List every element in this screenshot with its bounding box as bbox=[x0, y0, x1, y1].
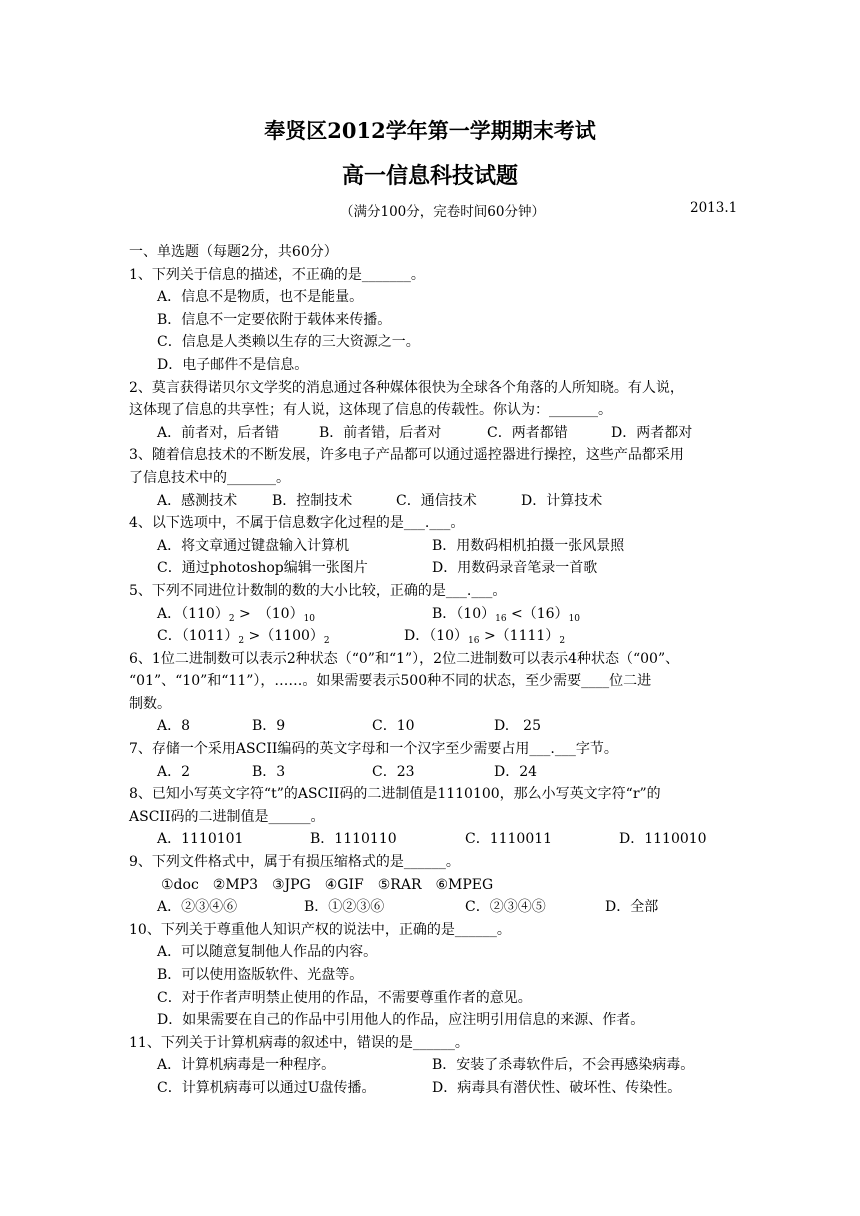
q2-option-b: B．前者错，后者对 bbox=[319, 424, 442, 441]
q2-option-c: C．两者都错 bbox=[487, 424, 568, 441]
q7-option-a: A．2 bbox=[157, 763, 191, 780]
q8-option-b: B．1110110 bbox=[310, 831, 397, 848]
q2-options bbox=[129, 422, 734, 445]
q11-option-a: A．计算机病毒是一种程序。 bbox=[157, 1057, 336, 1074]
q10-option-d: D．如果需要在自己的作品中引用他人的作品，应注明引用信息的来源、作者。 bbox=[157, 1012, 645, 1029]
q4-option-b: B．用数码相机拍摄一张风景照 bbox=[432, 537, 625, 554]
q5-options-cd bbox=[129, 625, 734, 648]
exam-title: 奉贤区2012学年第一学期期末考试 bbox=[264, 118, 596, 143]
q8-option-a: A．1110101 bbox=[157, 831, 244, 848]
q11-option-c: C．计算机病毒可以通过U盘传播。 bbox=[157, 1079, 376, 1096]
q6-option-a: A．8 bbox=[157, 718, 191, 735]
q1-option-c: C．信息是人类赖以生存的三大资源之一。 bbox=[157, 334, 420, 351]
q8-option-d: D．1110010 bbox=[619, 831, 707, 848]
q6-option-d: D. 25 bbox=[494, 718, 541, 735]
q9-formats: ①doc ②MP3 ③JPG ④GIF ⑤RAR ⑥MPEG bbox=[161, 876, 494, 893]
q3-stem-line1: 3、随着信息技术的不断发展，许多电子产品都可以通过遥控器进行操控，这些产品都采用 bbox=[129, 447, 684, 464]
q1-stem: 1、下列关于信息的描述，不正确的是_______。 bbox=[129, 266, 425, 283]
q9-option-a: A．②③④⑥ bbox=[157, 899, 238, 916]
q2-stem-line1: 2、莫言获得诺贝尔文学奖的消息通过各种媒体很快为全球各个角落的人所知晓。有人说， bbox=[129, 379, 684, 396]
q6-stem-line1: 6、1位二进制数可以表示2种状态（“0”和“1”），2位二进制数可以表示4种状态（“00”、 bbox=[129, 650, 680, 667]
q1-option-d: D．电子邮件不是信息。 bbox=[157, 356, 309, 373]
q2-option-d: D．两者都对 bbox=[611, 424, 693, 441]
q11-options-ab bbox=[129, 1054, 734, 1077]
q9-stem: 9、下列文件格式中，属于有损压缩格式的是______。 bbox=[129, 854, 460, 871]
q11-stem: 11、下列关于计算机病毒的叙述中，错误的是______。 bbox=[129, 1034, 469, 1051]
q2-stem-line2: 这体现了信息的共享性；有人说，这体现了信息的传载性。你认为：_______。 bbox=[129, 402, 612, 419]
q3-stem-line2: 了信息技术中的_______。 bbox=[129, 469, 290, 486]
answer-blank: ____ bbox=[581, 673, 610, 690]
q7-options bbox=[129, 761, 734, 784]
q9-options bbox=[129, 896, 734, 919]
q6-stem-line2: “01”、“10”和“11”），……。如果需要表示500种不同的状态，至少需要____位二进 bbox=[129, 673, 652, 690]
answer-blank: _______ bbox=[549, 402, 598, 419]
q11-option-b: B．安装了杀毒软件后，不会再感染病毒。 bbox=[432, 1057, 695, 1074]
q10-option-b: B．可以使用盗版软件、光盘等。 bbox=[157, 967, 364, 983]
q7-option-d: D．24 bbox=[494, 763, 538, 780]
q10-option-a: A．可以随意复制他人作品的内容。 bbox=[157, 944, 378, 961]
q11-option-d: D．病毒具有潜伏性、破坏性、传染性。 bbox=[432, 1079, 682, 1096]
q5-option-c: C．$(1011)_2 >(1100)_2$ bbox=[157, 628, 330, 647]
answer-blank: ___.___ bbox=[445, 582, 493, 599]
q4-stem: 4、以下选项中，不属于信息数字化过程的是___.___。 bbox=[129, 515, 465, 532]
q5-stem: 5、下列不同进位计数制的数的大小比较，正确的是___.___。 bbox=[129, 582, 507, 599]
q9-option-d: D．全部 bbox=[605, 899, 659, 916]
exam-subtitle: 高一信息科技试题 bbox=[341, 163, 518, 189]
q3-option-c: C．通信技术 bbox=[396, 492, 477, 509]
q3-option-d: D．计算技术 bbox=[521, 492, 603, 509]
section-heading: 一、单选题（每题2分，共60分） bbox=[129, 244, 338, 260]
q11-options-cd bbox=[129, 1077, 734, 1100]
q8-stem-line2: ASCII码的二进制值是______。 bbox=[129, 808, 325, 825]
q9-option-b: B．①②③⑥ bbox=[304, 899, 385, 916]
questions bbox=[129, 241, 734, 1100]
q6-options bbox=[129, 715, 734, 738]
answer-blank: ______ bbox=[412, 1034, 455, 1051]
q6-stem-line3: 制数。 bbox=[129, 695, 171, 712]
q8-options bbox=[129, 828, 734, 851]
answer-blank: ___.___ bbox=[403, 515, 451, 532]
exam-date: 2013.1 bbox=[690, 200, 738, 216]
q10-option-c: C．对于作者声明禁止使用的作品，不需要尊重作者的意见。 bbox=[157, 989, 532, 1006]
q6-option-b: B．9 bbox=[252, 718, 286, 735]
q10-stem: 10、下列关于尊重他人知识产权的说法中，正确的是______。 bbox=[129, 921, 511, 938]
q8-stem-line1: 8、已知小写英文字符“t”的ASCII码的二进制值是1110100，那么小写英文字符“r”的 bbox=[129, 786, 661, 803]
answer-blank: ______ bbox=[268, 808, 311, 825]
q4-option-a: A．将文章通过键盘输入计算机 bbox=[157, 537, 350, 554]
q7-stem: 7、存储一个采用ASCII编码的英文字母和一个汉字至少需要占用___.___字节。 bbox=[129, 741, 618, 758]
q3-option-a: A．感测技术 bbox=[157, 492, 238, 509]
q1-option-b: B．信息不一定要依附于载体来传播。 bbox=[157, 311, 392, 328]
q5-option-a: A．$(110)_2$ > $(10)_{10}$ bbox=[157, 605, 316, 624]
exam-info: （满分100分，完卷时间60分钟） bbox=[340, 204, 545, 220]
q5-options-ab bbox=[129, 603, 734, 626]
q3-option-b: B．控制技术 bbox=[272, 492, 353, 509]
q7-option-b: B．3 bbox=[252, 763, 286, 780]
q3-options bbox=[129, 490, 734, 513]
q1-option-a: A．信息不是物质，也不是能量。 bbox=[157, 289, 364, 306]
q4-option-c: C．通过photoshop编辑一张图片 bbox=[157, 560, 368, 577]
q5-option-d: D．$(10)_{16} >(1111)_2$ bbox=[404, 628, 566, 647]
answer-blank: ______ bbox=[454, 921, 497, 938]
q4-options-ab bbox=[129, 535, 734, 558]
q4-option-d: D．用数码录音笔录一首歌 bbox=[432, 560, 598, 577]
answer-blank: _______ bbox=[227, 469, 276, 486]
q7-option-c: C．23 bbox=[372, 763, 415, 780]
q2-option-a: A．前者对，后者错 bbox=[157, 424, 280, 441]
q8-option-c: C．1110011 bbox=[465, 831, 553, 848]
q4-options-cd bbox=[129, 557, 734, 580]
q5-option-b: B．$(10)_{16} <(16)_{10}$ bbox=[432, 605, 581, 624]
answer-blank: ___.___ bbox=[529, 741, 576, 758]
q6-option-c: C．10 bbox=[372, 718, 415, 735]
answer-blank: _______ bbox=[361, 266, 411, 283]
q9-option-c: C．②③④⑤ bbox=[465, 899, 546, 916]
answer-blank: ______ bbox=[403, 854, 446, 871]
